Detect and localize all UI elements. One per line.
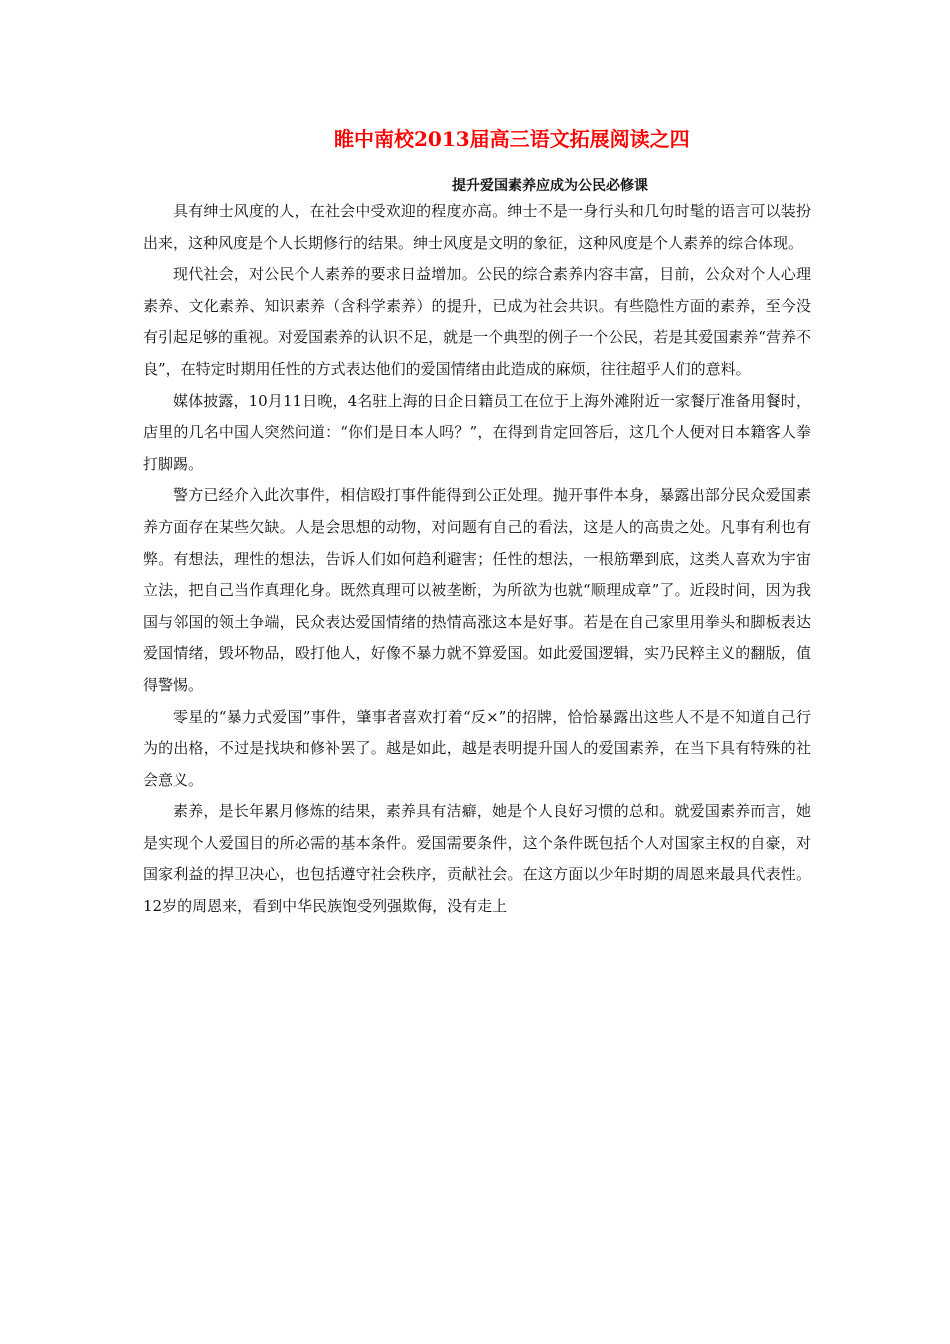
paragraph: 素养，是长年累月修炼的结果，素养具有洁癖，她是个人良好习惯的总和。就爱国素养而言，她是实现个人爱国目的所必需的基本条件。爱国需要条件，这个条件既包括个人对国家主权的自豪，对国家利益的捍卫决心，也包括遵守社会秩序，贡献社会。在这方面以少年时期的周恩来最具代表性。12岁的周恩来，看到中华民族饱受列强欺侮，没有走上 [143, 802, 811, 916]
paragraph: 现代社会，对公民个人素养的要求日益增加。公民的综合素养内容丰富，目前，公众对个人心理素养、文化素养、知识素养（含科学素养）的提升，已成为社会共识。有些隐性方面的素养，至今没有引起足够的重视。对爱国素养的认识不足，就是一个典型的例子一个公民，若是其爱国素养“营养不良”，在特定时期用任性的方式表达他们的爱国情绪由此造成的麻烦，往往超乎人们的意料。 [143, 265, 811, 378]
paragraph: 媒体披露，10月11日晚，4名驻上海的日企日籍员工在位于上海外滩附近一家餐厅准备用餐时，店里的几名中国人突然问道：“你们是日本人吗？”，在得到肯定回答后，这几个人便对日本籍客人拳打脚踢。 [143, 391, 811, 473]
article-title: 提升爱国素养应成为公民必修课 [452, 178, 648, 194]
paragraph: 具有绅士风度的人，在社会中受欢迎的程度亦高。绅士不是一身行头和几句时髦的语言可以装扮出来，这种风度是个人长期修行的结果。绅士风度是文明的象征，这种风度是个人素养的综合体现。 [143, 202, 811, 252]
document-title: 睢中南校2013届高三语文拓展阅读之四 [334, 127, 690, 151]
paragraph: 零星的“暴力式爱国”事件，肇事者喜欢打着“反×”的招牌，恰恰暴露出这些人不是不知道自己行为的出格，不过是找块和修补罢了。越是如此，越是表明提升国人的爱国素养，在当下具有特殊的社会意义。 [143, 707, 811, 789]
paragraph: 警方已经介入此次事件，相信殴打事件能得到公正处理。抛开事件本身，暴露出部分民众爱国素养方面存在某些欠缺。人是会思想的动物，对问题有自己的看法，这是人的高贵之处。凡事有利也有弊。有想法，理性的想法，告诉人们如何趋利避害；任性的想法，一根筋犟到底，这类人喜欢为宇宙立法，把自己当作真理化身。既然真理可以被垄断，为所欲为也就“顺理成章”了。近段时间，因为我国与邻国的领土争端，民众表达爱国情绪的热情高涨这本是好事。若是在自己家里用拳头和脚板表达爱国情绪，毁坏物品，殴打他人，好像不暴力就不算爱国。如此爱国逻辑，实乃民粹主义的翻版，值得警惕。 [143, 486, 811, 694]
article-body [143, 196, 811, 923]
